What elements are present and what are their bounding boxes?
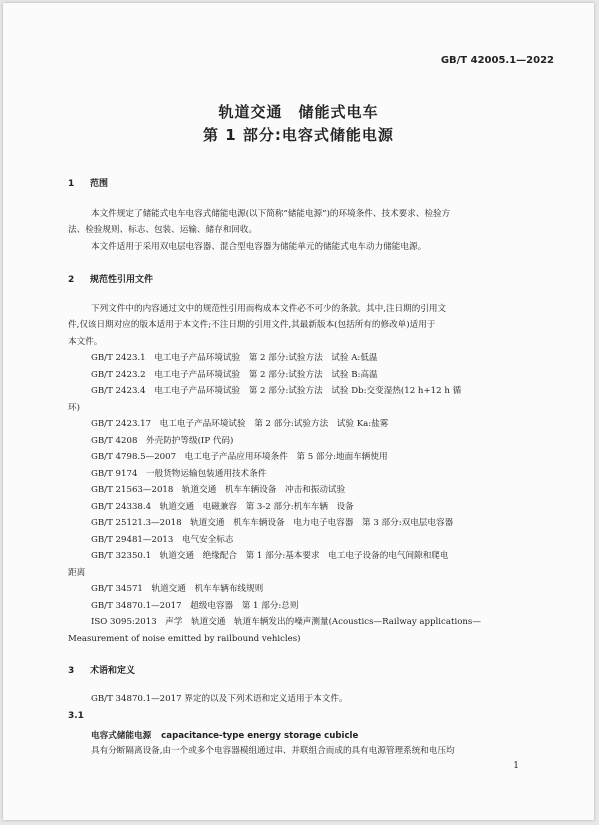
reference-item: GB/T 29481—2013 电气安全标志 — [91, 535, 234, 545]
reference-item: GB/T 2423.17 电工电子产品环境试验 第 2 部分:试验方法 试验 Ka:盐雾 — [91, 419, 389, 429]
reference-item: 距离 — [68, 568, 86, 578]
reference-item: GB/T 9174 一般货物运输包装通用技术条件 — [91, 469, 267, 479]
reference-item: GB/T 4798.5—2007 电工电子产品应用环境条件 第 5 部分:地面车辆使用 — [91, 452, 388, 462]
reference-item: GB/T 34571 轨道交通 机车车辆布线规则 — [91, 584, 264, 594]
paragraph-line: 下列文件中的内容通过文中的规范性引用而构成本文件必不可少的条款。其中,注日期的引用文 — [91, 304, 447, 314]
reference-item: GB/T 2423.1 电工电子产品环境试验 第 2 部分:试验方法 试验 A:低温 — [91, 353, 378, 363]
page-number: 1 — [513, 761, 519, 771]
term-english: capacitance-type energy storage cubicle — [161, 731, 359, 741]
paragraph-line: 本文件规定了储能式电车电容式储能电源(以下简称“储能电源”)的环境条件、技术要求、检验方 — [91, 209, 451, 219]
reference-item: GB/T 25121.3—2018 轨道交通 机车车辆设备 电力电子电容器 第 3 部分:双电层电容器 — [91, 518, 454, 528]
document-number: GB/T 42005.1—2022 — [440, 55, 554, 66]
reference-item: ISO 3095:2013 声学 轨道交通 轨道车辆发出的噪声测量(Acoustics—Railway applications— — [91, 617, 481, 627]
section-number: 3 — [68, 666, 75, 676]
reference-item: GB/T 34870.1—2017 超级电容器 第 1 部分:总则 — [91, 601, 299, 611]
document-title-line1: 轨道交通 储能式电车 — [218, 103, 379, 121]
section-1-heading — [68, 176, 108, 189]
reference-item: Measurement of noise emitted by railbound vehicles) — [68, 634, 301, 644]
paragraph-line: GB/T 34870.1—2017 界定的以及下列术语和定义适用于本文件。 — [91, 694, 348, 704]
section-2-heading — [68, 272, 153, 285]
paragraph-line: 本文件适用于采用双电层电容器、混合型电容器为储能单元的储能式电车动力储能电源。 — [91, 242, 427, 252]
document-title-line2: 第 1 部分:电容式储能电源 — [203, 126, 394, 144]
paragraph-line: 本文件。 — [68, 337, 103, 347]
paragraph-line: 件,仅该日期对应的版本适用于本文件;不注日期的引用文件,其最新版本(包括所有的修改单)适用于 — [68, 320, 436, 330]
reference-item: GB/T 24338.4 轨道交通 电磁兼容 第 3-2 部分:机车车辆 设备 — [91, 502, 354, 512]
reference-item: GB/T 2423.4 电工电子产品环境试验 第 2 部分:试验方法 试验 Db:交变湿热(12 h+12 h 循 — [91, 386, 462, 396]
reference-item: GB/T 4208 外壳防护等级(IP 代码) — [91, 436, 234, 446]
reference-item: GB/T 21563—2018 轨道交通 机车车辆设备 冲击和振动试验 — [91, 485, 346, 495]
reference-item: GB/T 2423.2 电工电子产品环境试验 第 2 部分:试验方法 试验 B:高温 — [91, 370, 378, 380]
reference-item: GB/T 32350.1 轨道交通 绝缘配合 第 1 部分:基本要求 电工电子设备的电气间隙和爬电 — [91, 551, 449, 561]
section-title: 规范性引用文件 — [90, 275, 154, 285]
reference-item: 环) — [68, 403, 80, 413]
term-chinese: 电容式储能电源 — [91, 731, 152, 741]
term-number: 3.1 — [68, 711, 84, 721]
paragraph-line: 法、检验规则、标志、包装、运输、储存和回收。 — [68, 225, 258, 235]
document-page — [3, 3, 594, 820]
term-entry — [91, 729, 358, 741]
section-3-heading — [68, 663, 135, 676]
term-definition: 具有分断隔离设备,由一个或多个电容器模组通过串、并联组合而成的具有电源管理系统和电压均 — [91, 746, 455, 756]
section-title: 术语和定义 — [90, 666, 136, 676]
section-title: 范围 — [90, 179, 109, 189]
section-number: 2 — [68, 275, 75, 285]
section-number: 1 — [68, 179, 75, 189]
